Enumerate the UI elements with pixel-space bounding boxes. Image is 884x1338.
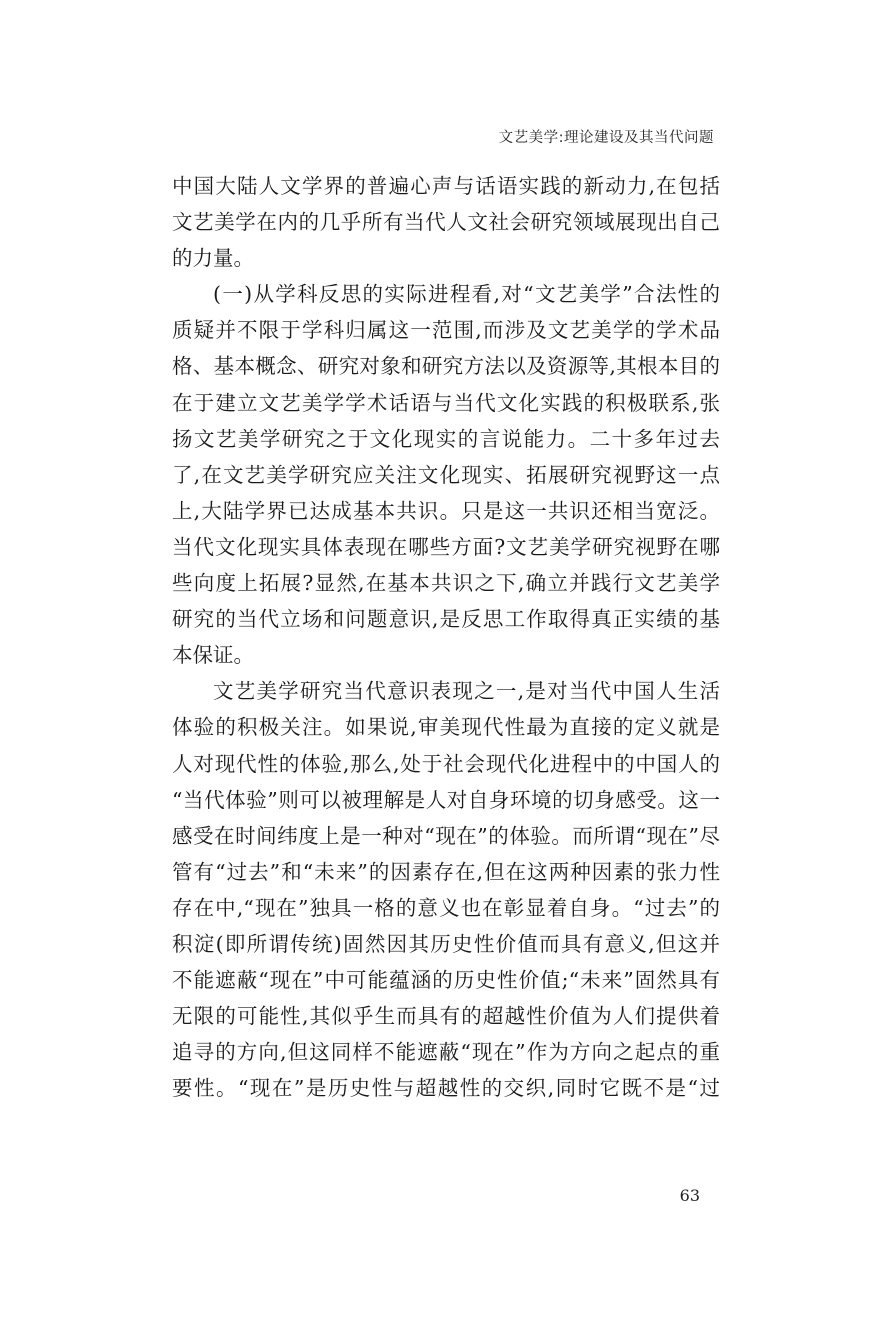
text-line: 当代文化现实具体表现在哪些方面?文艺美学研究视野在哪 — [172, 534, 720, 559]
paragraph — [172, 673, 720, 1106]
text-line: 本保证。 — [172, 643, 254, 668]
text-line: 格、基本概念、研究对象和研究方法以及资源等,其根本目的 — [172, 354, 720, 379]
text-line: 研究的当代立场和问题意识,是反思工作取得真正实绩的基 — [172, 607, 720, 632]
paragraph — [172, 168, 720, 276]
text-line: 些向度上拓展?显然,在基本共识之下,确立并践行文艺美学 — [172, 571, 720, 596]
text-line: 管有“过去”和“未来”的因素存在,但在这两种因素的张力性 — [172, 859, 720, 884]
body-text — [172, 168, 720, 1106]
page-number: 63 — [679, 1186, 700, 1205]
text-line: 不能遮蔽“现在”中可能蕴涵的历史性价值;“未来”固然具有 — [172, 968, 720, 993]
paragraph — [172, 276, 720, 673]
text-line: 中国大陆人文学界的普遍心声与话语实践的新动力,在包括 — [172, 174, 720, 198]
text-line: 的力量。 — [172, 246, 254, 271]
text-line: 积淀(即所谓传统)固然因其历史性价值而具有意义,但这并 — [172, 931, 720, 956]
text-line: 人对现代性的体验,那么,处于社会现代化进程中的中国人的 — [172, 751, 720, 776]
text-line: 体验的积极关注。如果说,审美现代性最为直接的定义就是 — [172, 715, 720, 740]
text-line: 存在中,“现在”独具一格的意义也在彰显着自身。“过去”的 — [172, 895, 720, 920]
text-line: 感受在时间纬度上是一种对“现在”的体验。而所谓“现在”尽 — [172, 823, 720, 848]
text-line: 了,在文艺美学研究应关注文化现实、拓展研究视野这一点 — [172, 462, 720, 487]
text-line: “当代体验”则可以被理解是人对自身环境的切身感受。这一 — [172, 787, 720, 812]
text-line: (一)从学科反思的实际进程看,对“文艺美学”合法性的 — [213, 282, 720, 307]
text-line: 文艺美学研究当代意识表现之一,是对当代中国人生活 — [213, 679, 720, 704]
text-line: 扬文艺美学研究之于文化现实的言说能力。二十多年过去 — [172, 426, 720, 451]
text-line: 上,大陆学界已达成基本共识。只是这一共识还相当宽泛。 — [172, 498, 720, 523]
text-line: 无限的可能性,其似乎生而具有的超越性价值为人们提供着 — [172, 1004, 720, 1029]
text-line: 要性。“现在”是历史性与超越性的交织,同时它既不是“过 — [172, 1076, 720, 1101]
running-header: 文艺美学:理论建设及其当代问题 — [498, 130, 714, 146]
text-line: 质疑并不限于学科归属这一范围,而涉及文艺美学的学术品 — [172, 318, 720, 343]
text-line: 在于建立文艺美学学术话语与当代文化实践的积极联系,张 — [172, 390, 720, 415]
text-line: 追寻的方向,但这同样不能遮蔽“现在”作为方向之起点的重 — [172, 1040, 720, 1065]
text-line: 文艺美学在内的几乎所有当代人文社会研究领域展现出自己 — [172, 210, 720, 235]
